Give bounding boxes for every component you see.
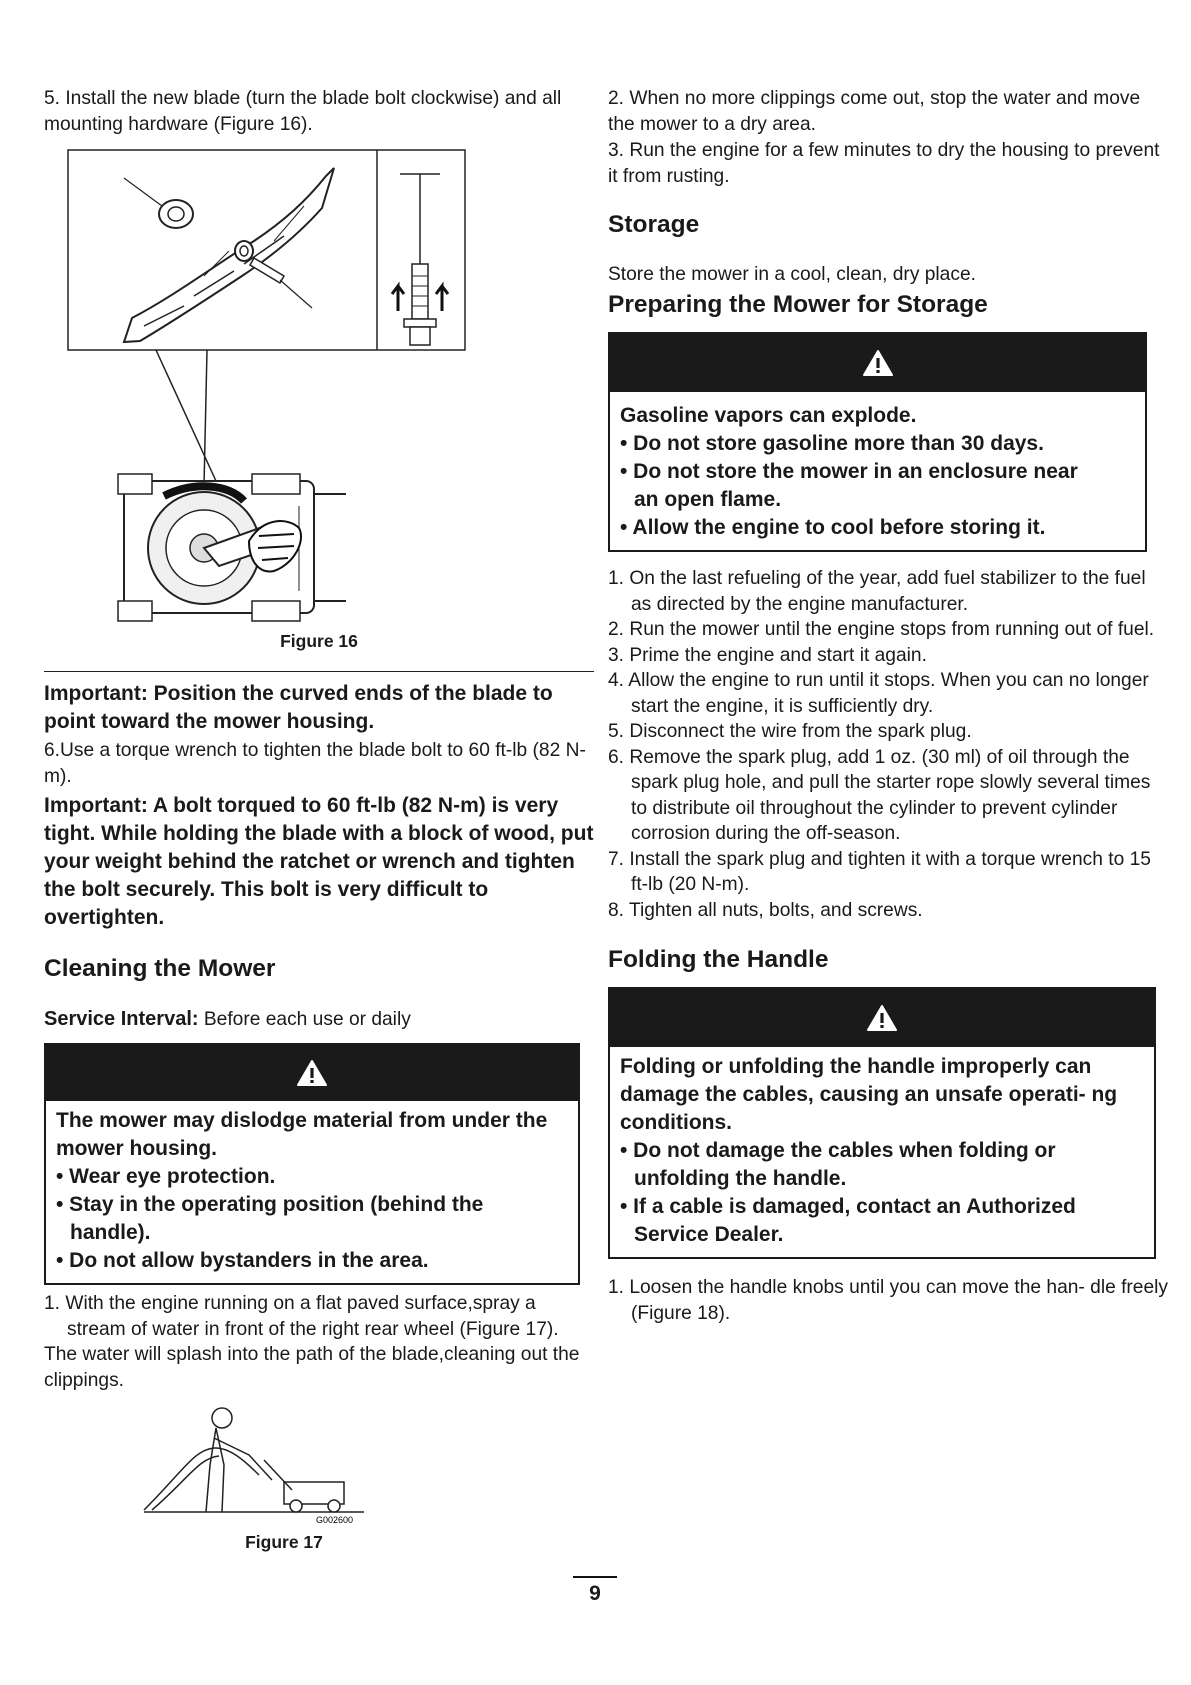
- folding-heading: Folding the Handle: [608, 946, 829, 973]
- figure-16-caption: Figure 16: [280, 631, 358, 651]
- warning-header: [46, 1045, 578, 1101]
- cleaning-step-2: 2. When no more clippings come out, stop the water and move the mower to a dry area.: [608, 88, 1141, 135]
- storage-heading: Storage: [608, 211, 700, 238]
- cleaning-step-1: 1. With the engine running on a flat paved surface,spray a stream of water in front of the right rear wheel (Figure 17).: [44, 1293, 559, 1340]
- warning-triangle-icon: [862, 349, 894, 377]
- important-blade-orientation: Important: Position the curved ends of the blade to point toward the mower housing.: [44, 682, 553, 733]
- warning-bullet: • Do not store the mower in an enclosure near: [620, 460, 1078, 483]
- storage-step: 1. On the last refueling of the year, add fuel stabilizer to the fuel as directed by the engine manufacturer.: [608, 568, 1146, 615]
- preparing-storage-heading: Preparing the Mower for Storage: [608, 291, 988, 318]
- figure-16: [44, 146, 594, 639]
- warning-body: [610, 1047, 1154, 1257]
- service-interval-label: Service Interval:: [44, 1008, 199, 1030]
- warning-triangle-icon: [866, 1004, 898, 1032]
- warning-body: [46, 1101, 578, 1283]
- storage-step: 7. Install the spark plug and tighten it with a torque wrench to 15 ft-lb (20 N-m).: [608, 848, 1151, 895]
- storage-step: 4. Allow the engine to run until it stops. When you can no longer start the engine, it is sufficiently dry.: [608, 670, 1149, 717]
- right-column: [608, 86, 1168, 1326]
- storage-step: 3. Prime the engine and start it again.: [608, 644, 927, 666]
- warning-header: [610, 334, 1145, 392]
- warning-text: Folding or unfolding the handle improperly can damage the cables, causing an unsafe operati- ng conditions.: [620, 1055, 1118, 1134]
- blade-install-step-5: 5. Install the new blade (turn the blade bolt clockwise) and all mounting hardware (Figure 16).: [44, 88, 562, 135]
- storage-step: 8. Tighten all nuts, bolts, and screws.: [608, 899, 923, 921]
- warning-text: Gasoline vapors can explode.: [620, 404, 917, 427]
- warning-body: [610, 392, 1145, 550]
- blade-installation-illustration: [44, 146, 594, 639]
- warning-bullet: • Allow the engine to cool before storing it.: [620, 516, 1046, 539]
- torque-step-6: 6.Use a torque wrench to tighten the blade bolt to 60 ft-lb (82 N-m).: [44, 740, 586, 787]
- figure-17: [44, 1400, 594, 1530]
- warning-triangle-icon: [296, 1059, 328, 1087]
- figure-17-code: G002600: [316, 1515, 354, 1525]
- storage-steps: [608, 566, 1168, 923]
- cleaning-heading: Cleaning the Mower: [44, 955, 276, 982]
- warning-bullet: • Do not damage the cables when folding or unfolding the handle.: [620, 1139, 1056, 1190]
- warning-bullet: • Do not store gasoline more than 30 days.: [620, 432, 1044, 455]
- important-torque-note: Important: A bolt torqued to 60 ft-lb (82 N-m) is very tight. While holding the blade with a block of wood, put your weight behind the ratchet or wrench and tighten the bolt securely. This bolt is very difficult to overtighten.: [44, 794, 594, 929]
- warning-header: [610, 989, 1154, 1047]
- storage-step: 5. Disconnect the wire from the spark plug.: [608, 721, 972, 742]
- storage-step: 2. Run the mower until the engine stops from running out of fuel.: [608, 619, 1155, 640]
- left-column: [44, 86, 594, 1553]
- service-interval-value: Before each use or daily: [203, 1009, 411, 1030]
- storage-warning-box: [608, 332, 1147, 552]
- section-divider: [44, 671, 594, 672]
- warning-bullet: • Do not allow bystanders in the area.: [56, 1249, 429, 1272]
- service-interval: [44, 1006, 594, 1033]
- cleaning-steps: [44, 1291, 594, 1342]
- warning-text: The mower may dislodge material from under the mower housing.: [56, 1109, 548, 1160]
- folding-warning-box: [608, 987, 1156, 1259]
- warning-bullet: • If a cable is damaged, contact an Authorized Service Dealer.: [620, 1195, 1076, 1246]
- cleaning-warning-box: [44, 1043, 580, 1285]
- cleaning-step-3: 3. Run the engine for a few minutes to dry the housing to prevent it from rusting.: [608, 140, 1160, 187]
- cleaning-note: The water will splash into the path of the blade,cleaning out the clippings.: [44, 1344, 580, 1391]
- folding-steps: [608, 1275, 1168, 1326]
- warning-bullet-continued: an open flame.: [634, 488, 782, 511]
- figure-17-caption: Figure 17: [245, 1532, 323, 1552]
- warning-bullet: • Wear eye protection.: [56, 1165, 276, 1188]
- folding-step-1: 1. Loosen the handle knobs until you can move the han- dle freely (Figure 18).: [608, 1277, 1169, 1324]
- page-number: 9: [573, 1576, 617, 1606]
- storage-text: Store the mower in a cool, clean, dry place.: [608, 264, 976, 285]
- storage-step: 6. Remove the spark plug, add 1 oz. (30 ml) of oil through the spark plug hole, and pull the starter rope slowly several times to distribute oil throughout the cylinder to prevent cylinder corrosion during the off-season.: [608, 746, 1151, 844]
- water-spray-illustration: [44, 1400, 594, 1530]
- warning-bullet: • Stay in the operating position (behind the handle).: [56, 1193, 484, 1244]
